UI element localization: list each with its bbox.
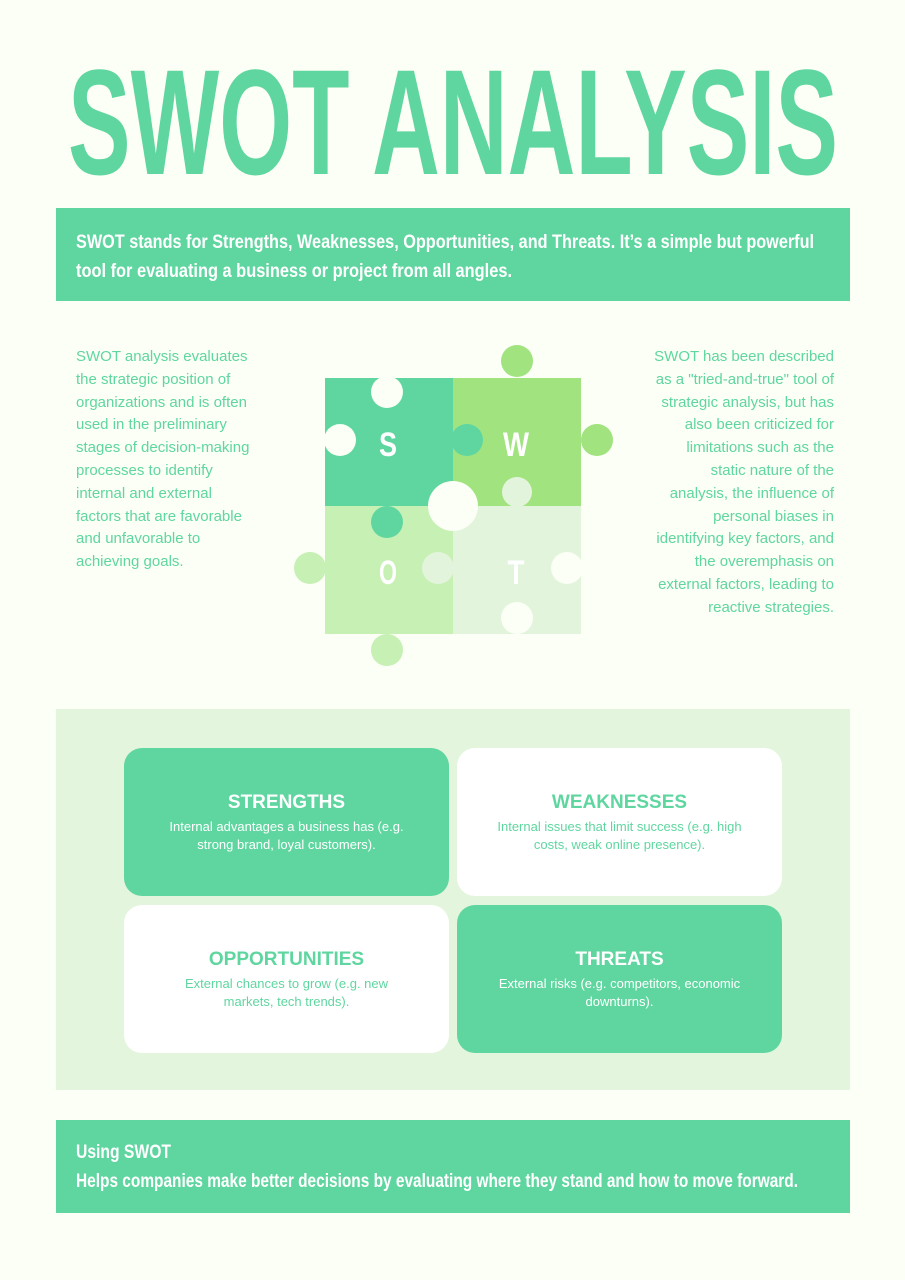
swot-puzzle-graphic: [290, 340, 620, 670]
swot-grid: [56, 709, 850, 1090]
card-strengths: [124, 748, 449, 896]
footer-text-graphic: [56, 1120, 850, 1213]
puzzle-letter-s: S: [379, 426, 397, 464]
card-title: OPPORTUNITIES: [208, 949, 365, 970]
intro-text-graphic: [56, 208, 850, 301]
right-description: SWOT has been described as a "tried-and-true" tool of strategic analysis, but has also been criticized for limitations such as the static nature of the analysis, the influence of personal biases in identifying key factors, and the overemphasis on external factors, leading to reactive strategies.: [654, 348, 834, 616]
card-text: External risks (e.g. competitors, economic downturns).: [498, 976, 741, 1009]
card-weaknesses: [457, 748, 782, 896]
card-title: STRENGTHS: [227, 792, 346, 813]
footer-heading: Using SWOT: [76, 1142, 172, 1163]
left-description: SWOT analysis evaluates the strategic position of organizations and is often used in the preliminary stages of decision-making processes to identify internal and external factors that are favorable and unfavorable to achieving goals.: [76, 348, 250, 571]
card-threats: [457, 905, 782, 1053]
intro-line-1: SWOT stands for Strengths, Weaknesses, Opportunities, and Threats. It’s a simple but powerful: [76, 232, 814, 253]
card-text: Internal advantages a business has (e.g. strong brand, loyal customers).: [169, 819, 404, 852]
puzzle-letter-o: O: [379, 554, 397, 592]
intro-line-2: tool for evaluating a business or project from all angles.: [76, 261, 512, 282]
intro-banner: [56, 208, 850, 301]
puzzle-letter-w: W: [503, 426, 530, 464]
footer-text: Helps companies make better decisions by evaluating where they stand and how to move forward.: [76, 1171, 798, 1192]
page-title-graphic: [0, 38, 905, 206]
footer-banner: [56, 1120, 850, 1213]
card-opportunities: [124, 905, 449, 1053]
page-title: SWOT ANALYSIS: [68, 38, 839, 206]
card-title: WEAKNESSES: [551, 792, 688, 813]
card-title: THREATS: [575, 949, 664, 970]
puzzle-letter-t: T: [507, 554, 525, 592]
card-text: Internal issues that limit success (e.g. high costs, weak online presence).: [497, 819, 742, 852]
card-text: External chances to grow (e.g. new markets, tech trends).: [184, 976, 389, 1009]
